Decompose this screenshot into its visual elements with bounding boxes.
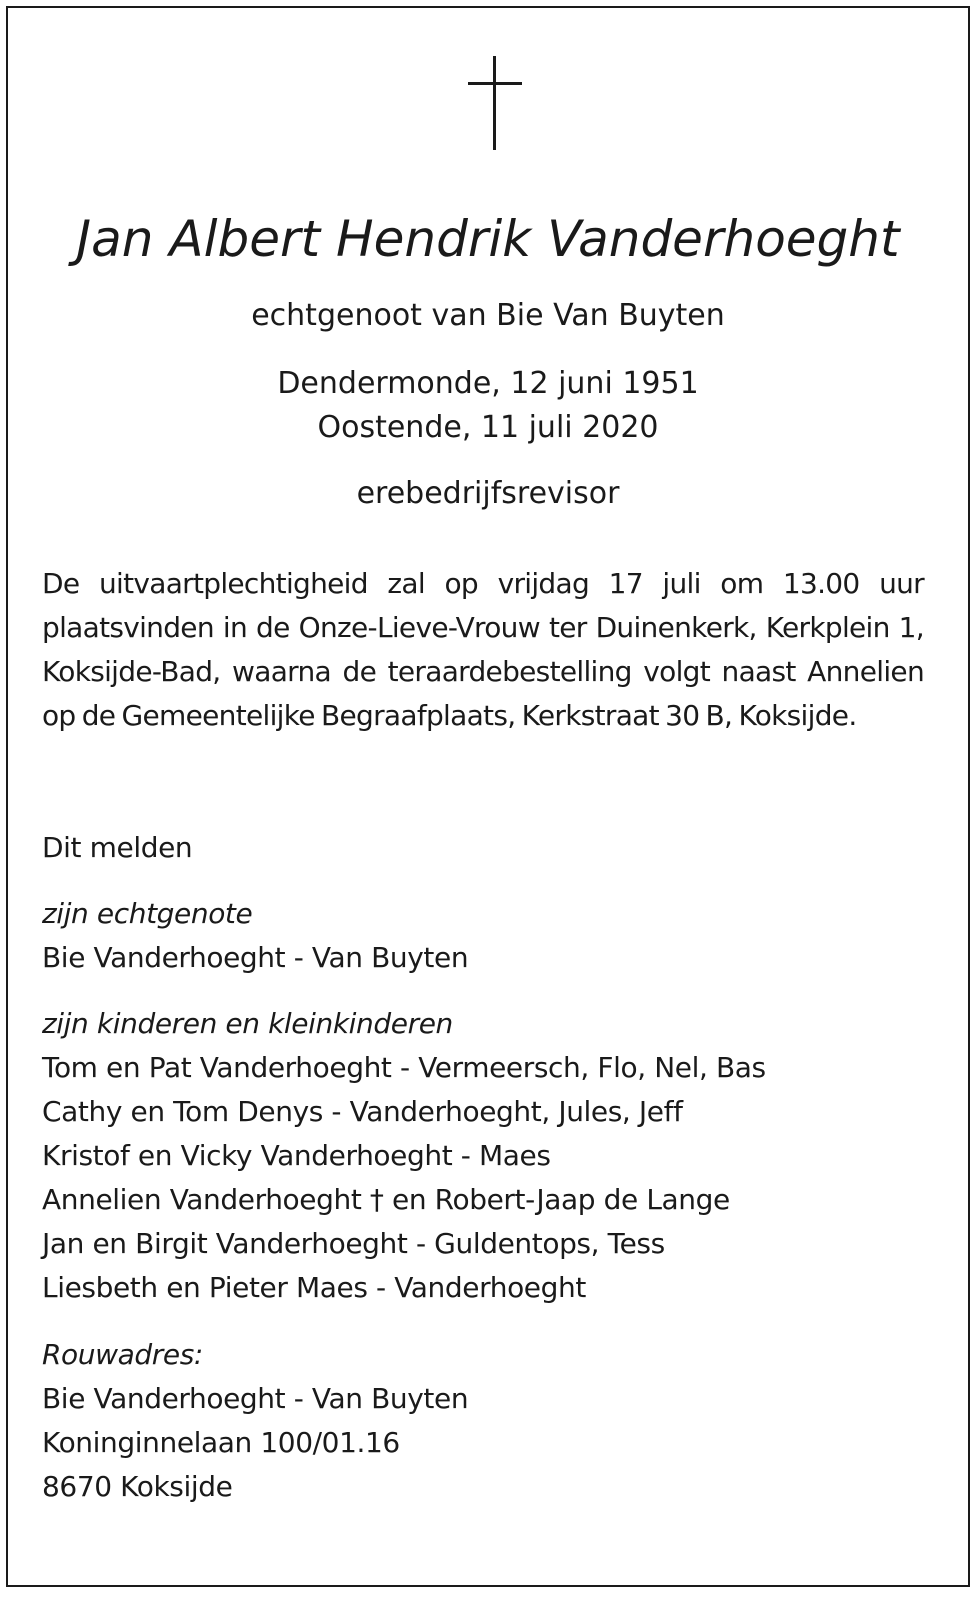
spouse-name: Bie Vanderhoeght - Van Buyten (42, 941, 469, 974)
children-block (42, 1002, 942, 1310)
address-street: Koninginnelaan 100/01.16 (42, 1426, 400, 1459)
family-line: Jan en Birgit Vanderhoeght - Guldentops, Tess (42, 1227, 665, 1260)
family-line: Annelien Vanderhoeght † en Robert-Jaap de Lange (42, 1183, 730, 1216)
address-city: 8670 Koksijde (42, 1470, 233, 1503)
address-name: Bie Vanderhoeght - Van Buyten (42, 1382, 469, 1415)
family-line: Cathy en Tom Denys - Vanderhoeght, Jules, Jeff (42, 1095, 683, 1128)
obituary-card (6, 6, 970, 1587)
spouse-of-line: echtgenoot van Bie Van Buyten (251, 298, 725, 333)
family-line: Liesbeth en Pieter Maes - Vanderhoeght (42, 1271, 586, 1304)
spouse-block (42, 892, 942, 980)
announcement: Dit melden (42, 831, 193, 864)
cross-icon (468, 56, 522, 150)
birth-line: Dendermonde, 12 juni 1951 (277, 366, 699, 401)
spouse-label: zijn echtgenote (42, 897, 253, 930)
family-line: Tom en Pat Vanderhoeght - Vermeersch, Flo, Nel, Bas (42, 1051, 766, 1084)
profession: erebedrijfsrevisor (356, 476, 620, 511)
children-label: zijn kinderen en kleinkinderen (42, 1007, 453, 1040)
deceased-name: Jan Albert Hendrik Vanderhoeght (76, 210, 900, 268)
death-line: Oostende, 11 juli 2020 (317, 410, 659, 445)
dates (8, 362, 968, 450)
ceremony-paragraph: De uitvaartplechtigheid zal op vrijdag 17 juli om 13.00 uur plaatsvinden in de Onze-Lieve-Vrouw ter Duinenkerk, Kerkplein 1, Koksijde-Bad, waarna de teraardebestelling volgt naast Annelien op de Gemeentelijke Begraafplaats, Kerkstraat 30 B, Koksijde. (42, 567, 924, 732)
family-line: Kristof en Vicky Vanderhoeght - Maes (42, 1139, 551, 1172)
address-label: Rouwadres: (42, 1338, 203, 1371)
address-block (42, 1333, 942, 1509)
